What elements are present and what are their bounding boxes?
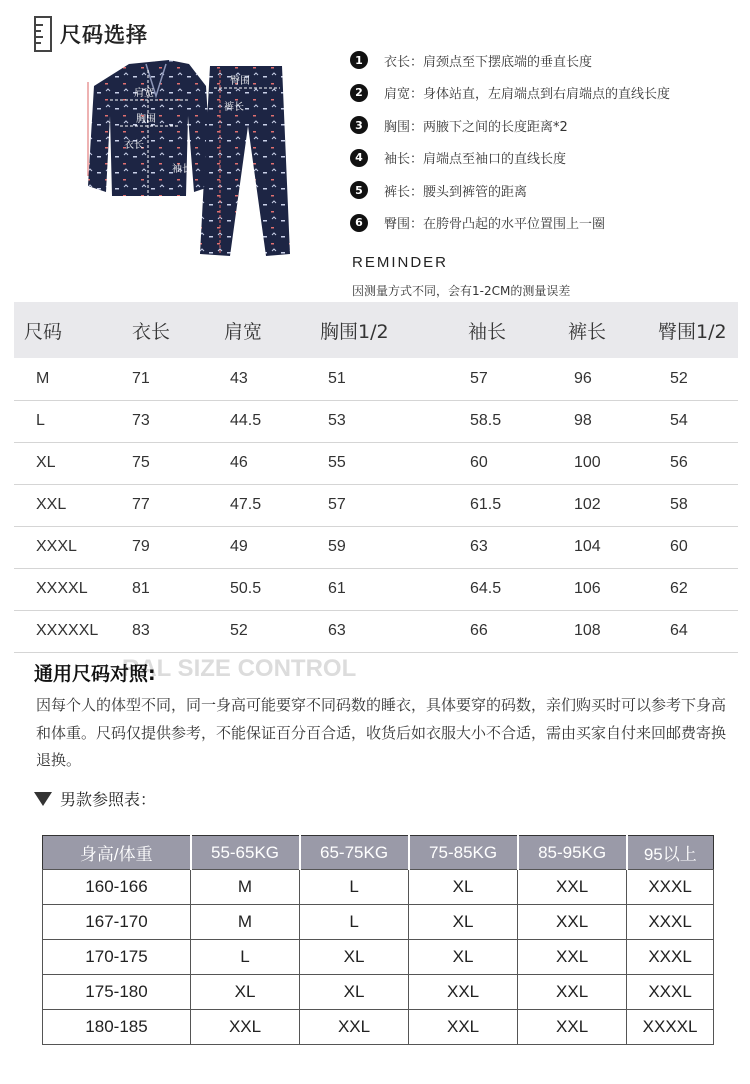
general-description: 因每个人的体型不同，同一身高可能要穿不同码数的睡衣，具体要穿的码数，亲们购买时可以参考下身高和体重。尺码仅提供参考，不能保证百分百合适，收货后如衣服大小不合适，需由买家自付来回邮费寄换退换。 [36, 696, 727, 769]
header-cell: 身高/体重 [43, 836, 191, 870]
table-cell: 104 [552, 526, 648, 568]
table-cell: 55 [306, 442, 448, 484]
table-cell: 54 [648, 400, 738, 442]
hip-label: 臀围 [230, 76, 250, 87]
table-cell: XXL [518, 1010, 627, 1045]
size-table-header [14, 302, 738, 358]
table-cell: 102 [552, 484, 648, 526]
table-cell: XXL [518, 975, 627, 1010]
table-cell: 56 [648, 442, 738, 484]
pants-shape [200, 66, 290, 256]
shirt-shape [88, 60, 212, 196]
men-heading [34, 787, 156, 810]
table-row [43, 870, 714, 905]
note-item: 6 臀围： 在胯骨凸起的水平位置围上一圈 [350, 207, 740, 240]
table-cell: XXXL [627, 940, 714, 975]
sleeve-label: 袖长 [172, 164, 192, 175]
table-cell: 58.5 [448, 400, 552, 442]
table-cell: 71 [110, 358, 208, 400]
header-cell: 袖长 [448, 302, 552, 358]
table-cell: M [191, 905, 300, 940]
note-item: 4 袖长： 肩端点至袖口的直线长度 [350, 142, 740, 175]
table-cell: 160-166 [43, 870, 191, 905]
table-cell: 66 [448, 610, 552, 652]
table-cell: XXL [409, 975, 518, 1010]
table-cell: 60 [448, 442, 552, 484]
table-cell: 52 [648, 358, 738, 400]
size-table [14, 302, 738, 653]
table-cell: 64 [648, 610, 738, 652]
triangle-down-icon [34, 792, 52, 806]
table-cell: 81 [110, 568, 208, 610]
table-cell: 75 [110, 442, 208, 484]
table-cell: 58 [648, 484, 738, 526]
table-row [43, 1010, 714, 1045]
general-bg-text: RAL SIZE CONTROL [122, 655, 357, 682]
ruler-icon [34, 16, 52, 52]
table-cell: XXL [518, 905, 627, 940]
table-cell: 63 [448, 526, 552, 568]
table-row [43, 905, 714, 940]
header-cell: 裤长 [552, 302, 648, 358]
table-cell: 53 [306, 400, 448, 442]
table-row [14, 442, 738, 484]
header-cell: 胸围1/2 [306, 302, 448, 358]
table-cell: 180-185 [43, 1010, 191, 1045]
table-cell: 100 [552, 442, 648, 484]
shoulder-label: 肩宽 [134, 88, 154, 99]
table-row [43, 975, 714, 1010]
table-cell: 46 [208, 442, 306, 484]
table-cell: XXL [518, 940, 627, 975]
table-cell: XXL [300, 1010, 409, 1045]
header-cell: 臀围1/2 [648, 302, 738, 358]
measurement-notes [350, 44, 740, 239]
table-cell: 60 [648, 526, 738, 568]
table-cell: 167-170 [43, 905, 191, 940]
table-cell: 57 [448, 358, 552, 400]
table-cell: 170-175 [43, 940, 191, 975]
table-cell: L [14, 400, 110, 442]
reminder-text: 因测量方式不同，会有1-2CM的测量误差 [352, 284, 571, 298]
header-cell: 75-85KG [409, 836, 518, 870]
table-cell: 98 [552, 400, 648, 442]
table-cell: M [14, 358, 110, 400]
table-cell: XL [300, 940, 409, 975]
table-cell: XXXL [627, 975, 714, 1010]
header-cell: 肩宽 [208, 302, 306, 358]
table-row [14, 358, 738, 400]
header-cell: 65-75KG [300, 836, 409, 870]
note-item: 1 衣长： 肩颈点至下摆底端的垂直长度 [350, 44, 740, 77]
header-cell: 衣长 [110, 302, 208, 358]
length-label: 衣长 [124, 140, 144, 151]
table-cell: 77 [110, 484, 208, 526]
table-row [43, 940, 714, 975]
table-cell: 49 [208, 526, 306, 568]
table-row [14, 610, 738, 652]
table-cell: 44.5 [208, 400, 306, 442]
table-cell: 63 [306, 610, 448, 652]
table-row [14, 400, 738, 442]
table-cell: XL [409, 870, 518, 905]
table-cell: 175-180 [43, 975, 191, 1010]
table-cell: XL [409, 940, 518, 975]
table-cell: 106 [552, 568, 648, 610]
table-cell: XL [300, 975, 409, 1010]
table-cell: 96 [552, 358, 648, 400]
table-cell: L [300, 905, 409, 940]
table-row [14, 568, 738, 610]
table-cell: XXXXL [627, 1010, 714, 1045]
header-cell: 尺码 [14, 302, 110, 358]
note-item: 3 胸围： 两腋下之间的长度距离*2 [350, 109, 740, 142]
reminder-title: REMINDER [352, 254, 449, 271]
table-cell: XXL [518, 870, 627, 905]
note-item: 5 裤长： 腰头到裤管的距离 [350, 174, 740, 207]
table-cell: L [191, 940, 300, 975]
pajama-illustration [80, 56, 310, 266]
note-item: 2 肩宽： 身体站直，左肩端点到右肩端点的直线长度 [350, 77, 740, 110]
table-cell: XXXL [627, 905, 714, 940]
table-cell: XXXXXL [14, 610, 110, 652]
table-cell: 57 [306, 484, 448, 526]
general-title: 通用尺码对照: [34, 663, 156, 685]
table-cell: 50.5 [208, 568, 306, 610]
table-cell: 51 [306, 358, 448, 400]
table-cell: XL [191, 975, 300, 1010]
table-cell: XL [14, 442, 110, 484]
table-cell: 83 [110, 610, 208, 652]
table-cell: XXL [14, 484, 110, 526]
table-cell: 43 [208, 358, 306, 400]
page-title: 尺码选择 [60, 23, 148, 47]
table-cell: XXL [191, 1010, 300, 1045]
header-cell: 55-65KG [191, 836, 300, 870]
header-cell: 85-95KG [518, 836, 627, 870]
table-cell: XXXXL [14, 568, 110, 610]
table-row [14, 526, 738, 568]
table-cell: XL [409, 905, 518, 940]
men-size-table [42, 835, 714, 1045]
table-cell: 108 [552, 610, 648, 652]
pants-label: 裤长 [224, 102, 244, 113]
table-cell: XXXL [627, 870, 714, 905]
table-cell: 62 [648, 568, 738, 610]
section-header [34, 16, 148, 52]
table-cell: 59 [306, 526, 448, 568]
table-row [14, 484, 738, 526]
table-cell: 52 [208, 610, 306, 652]
men-title: 男款参照表： [60, 790, 157, 809]
table-cell: XXXL [14, 526, 110, 568]
table-cell: 73 [110, 400, 208, 442]
general-heading [34, 655, 434, 689]
table-cell: 79 [110, 526, 208, 568]
header-cell: 95以上 [627, 836, 714, 870]
table-cell: 61 [306, 568, 448, 610]
table-cell: XXL [409, 1010, 518, 1045]
table-cell: L [300, 870, 409, 905]
chest-label: 胸围 [136, 114, 156, 125]
table-cell: M [191, 870, 300, 905]
table-cell: 47.5 [208, 484, 306, 526]
table-cell: 64.5 [448, 568, 552, 610]
men-table-header [43, 836, 714, 870]
table-cell: 61.5 [448, 484, 552, 526]
